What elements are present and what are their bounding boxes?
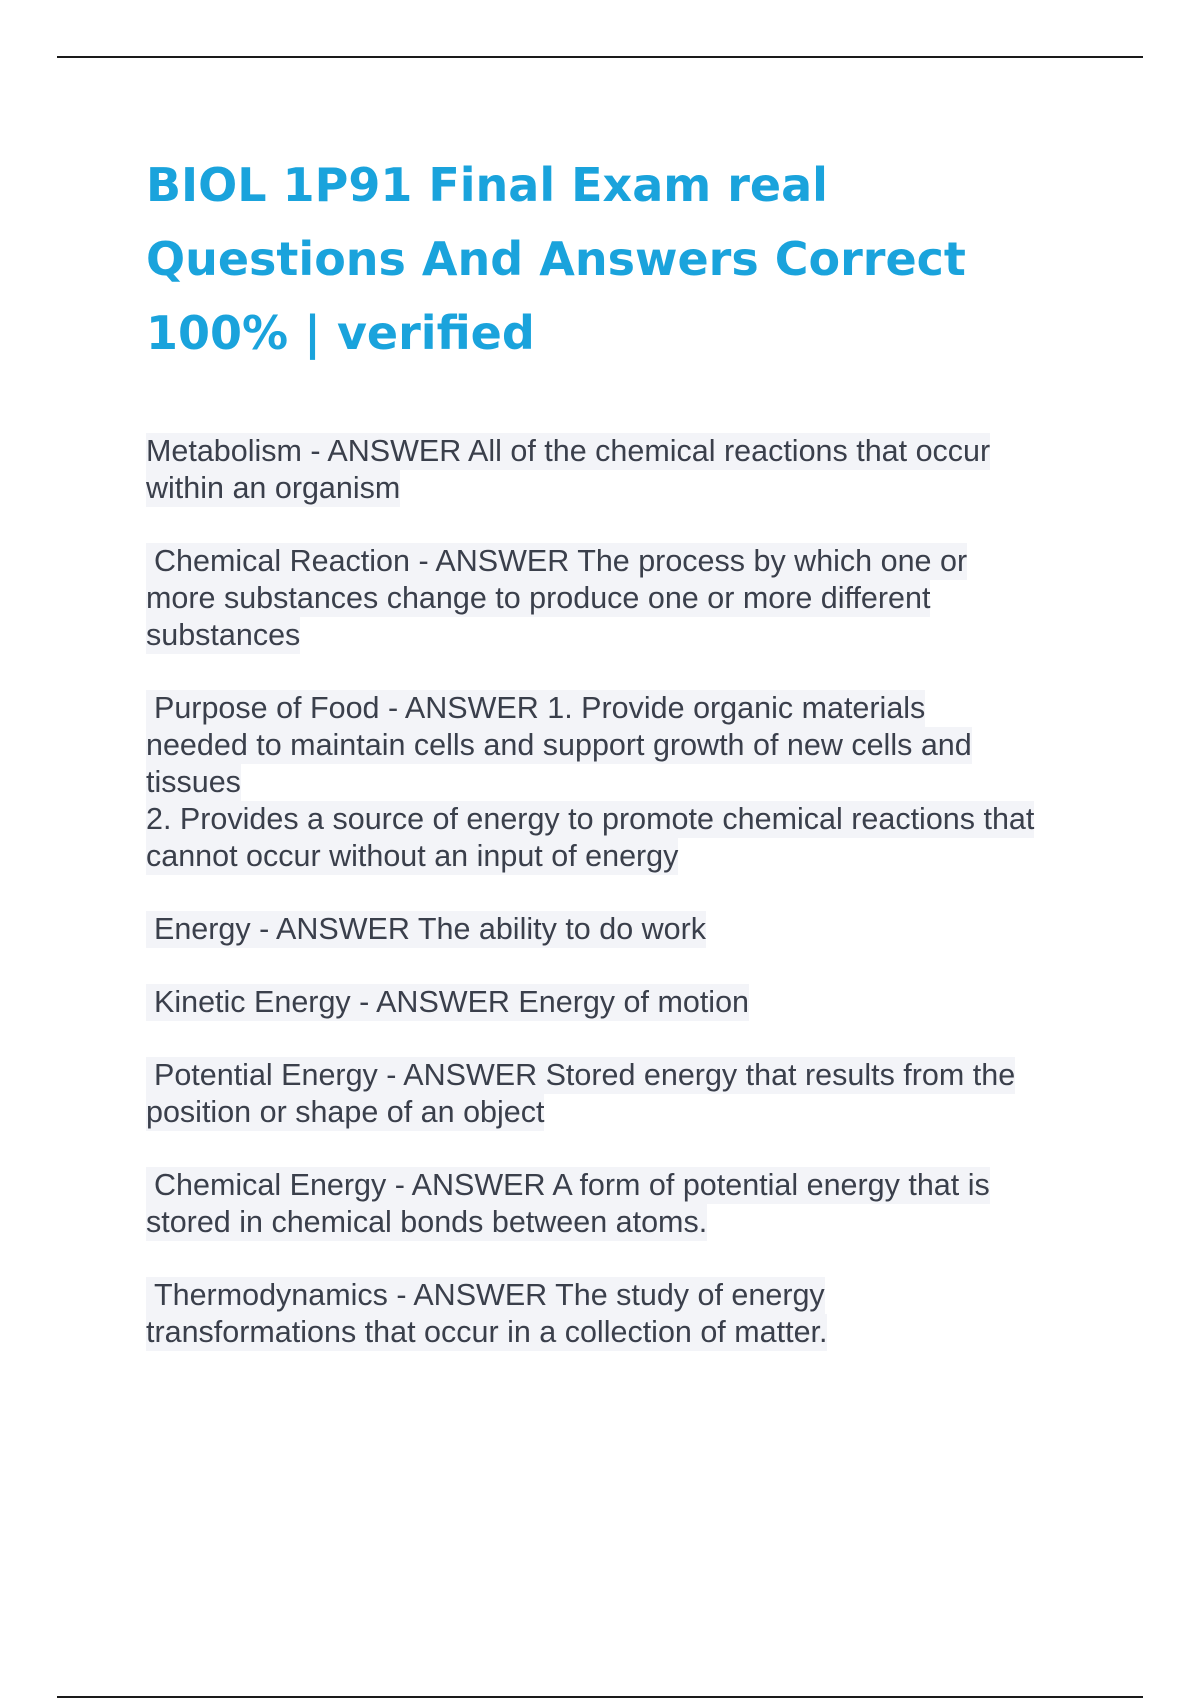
qa-line: position or shape of an object [146, 1095, 545, 1129]
qa-line: Metabolism - ANSWER All of the chemical reactions that occur [146, 434, 991, 468]
qa-line: more substances change to produce one or more different [146, 581, 931, 615]
qa-line: Potential Energy - ANSWER Stored energy that results from the [146, 1057, 1015, 1094]
qa-entry-energy [146, 911, 1096, 948]
qa-entry-potential-energy [146, 1057, 1096, 1131]
qa-entry-purpose-of-food [146, 690, 1096, 875]
document-title [146, 148, 1096, 370]
qa-line: cannot occur without an input of energy [146, 839, 679, 873]
qa-entry-metabolism [146, 433, 1096, 507]
qa-line: within an organism [146, 471, 401, 505]
qa-line: substances [146, 618, 301, 652]
qa-line: transformations that occur in a collection of matter. [146, 1315, 828, 1349]
qa-list [146, 433, 1096, 1387]
qa-line: stored in chemical bonds between atoms. [146, 1205, 708, 1239]
qa-line: Energy - ANSWER The ability to do work [146, 911, 706, 948]
qa-line: Chemical Reaction - ANSWER The process by which one or [146, 543, 967, 580]
qa-line: tissues [146, 765, 241, 799]
title-line: Questions And Answers Correct [146, 232, 966, 286]
qa-line: 2. Provides a source of energy to promote chemical reactions that [146, 802, 1035, 836]
qa-line: needed to maintain cells and support growth of new cells and [146, 728, 972, 762]
qa-line: Chemical Energy - ANSWER A form of potential energy that is [146, 1167, 990, 1204]
title-line: 100% | verified [146, 306, 535, 360]
qa-line: Kinetic Energy - ANSWER Energy of motion [146, 984, 749, 1021]
qa-line: Thermodynamics - ANSWER The study of energy [146, 1277, 825, 1314]
qa-entry-chemical-reaction [146, 543, 1096, 654]
bottom-divider [57, 1696, 1143, 1698]
qa-entry-chemical-energy [146, 1167, 1096, 1241]
qa-line: Purpose of Food - ANSWER 1. Provide organic materials [146, 690, 925, 727]
qa-entry-kinetic-energy [146, 984, 1096, 1021]
top-divider [57, 56, 1143, 58]
qa-entry-thermodynamics [146, 1277, 1096, 1351]
title-line: BIOL 1P91 Final Exam real [146, 158, 828, 212]
